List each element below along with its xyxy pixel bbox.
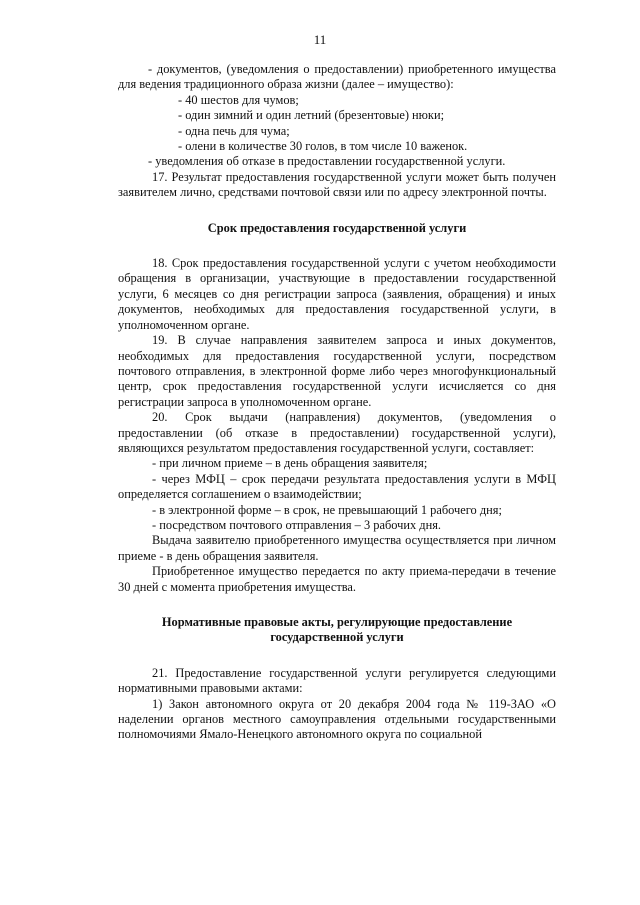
paragraph-21-item-1: 1) Закон автономного округа от 20 декабря 2004 года № 119-ЗАО «О наделении органов местного самоуправления отдельными государственными полномочиями Ямало-Ненецкого автономного округа по социальной [118, 696, 556, 742]
paragraph-21: 21. Предоставление государственной услуги регулируется следующими нормативными правовыми актами: [118, 665, 556, 696]
document-body [118, 62, 556, 743]
paragraph-refusal-notice: - уведомления об отказе в предоставлении государственной услуги. [148, 154, 506, 169]
paragraph-20: 20. Срок выдачи (направления) документов, (уведомления о предоставлении (об отказе в предоставлении) государственной услуги), являющихся результатом предоставления государственной услуги, составляет: [118, 410, 556, 455]
section-heading-legal-acts-line1: Нормативные правовые акты, регулирующие предоставление [161, 615, 513, 629]
section-heading-legal-acts-line2: государственной услуги [270, 630, 404, 645]
paragraph-transfer-property: Приобретенное имущество передается по акту приема-передачи в течение 30 дней с момента приобретения имущества. [118, 564, 556, 594]
list-item-stove: - одна печь для чума; [178, 123, 290, 138]
page-number: 11 [313, 32, 327, 47]
paragraph-documents: - документов, (уведомления о предоставлении) приобретенного имущества для ведения традиционного образа жизни (далее – имущество): [118, 62, 556, 92]
list-item-covers: - один зимний и один летний (брезентовые) нюки; [178, 108, 445, 123]
section-heading-term: Срок предоставления государственной услуги [207, 220, 467, 235]
list-item-poles: - 40 шестов для чумов; [178, 92, 299, 107]
paragraph-20-item-personal: - при личном приеме – в день обращения заявителя; [152, 456, 428, 471]
paragraph-issue-property: Выдача заявителю приобретенного имущества осуществляется при личном приеме - в день обращения заявителя. [118, 533, 556, 563]
paragraph-20-item-postal: - посредством почтового отправления – 3 рабочих дня. [152, 517, 442, 532]
list-item-reindeer: - олени в количестве 30 голов, в том числе 10 важенок. [178, 139, 468, 154]
paragraph-17: 17. Результат предоставления государственной услуги может быть получен заявителем лично, средствами почтовой связи или по адресу электронной почты. [118, 169, 556, 200]
paragraph-20-item-mfc: - через МФЦ – срок передачи результата предоставления услуги в МФЦ определяется соглашением о взаимодействии; [118, 471, 556, 502]
paragraph-20-item-electronic: - в электронной форме – в срок, не превышающий 1 рабочего дня; [152, 502, 502, 517]
paragraph-18: 18. Срок предоставления государственной услуги с учетом необходимости обращения в организации, участвующие в предоставлении государственной услуги, 6 месяцев со дня регистрации запроса (заявления, обращения) и иных документов, необходимых для предоставления государственной услуги, в уполномоченном органе. [118, 256, 556, 332]
paragraph-19: 19. В случае направления заявителем запроса и иных документов, необходимых для предоставления государственной услуги, посредством почтового отправления, в электронной форме либо через многофункциональный центр, срок предоставления государственной услуги исчисляется со дня регистрации запроса в уполномоченном органе. [118, 333, 556, 409]
